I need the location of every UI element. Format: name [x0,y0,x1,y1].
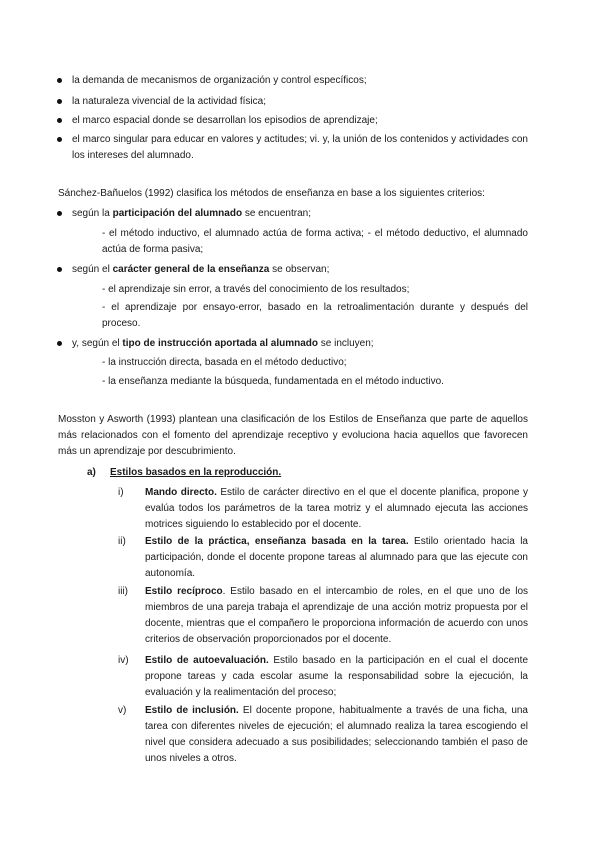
list-item-text: la naturaleza vivencial de la actividad física; [72,96,266,107]
item-number: i) [118,487,124,498]
bullet-icon [57,78,62,83]
style-description: Estilo basado en la participación en el cual el docente propone tareas y cada escolar asume la responsabilidad sobre la ejecución, la evaluación y la realimentación del proceso; [145,655,529,698]
criteria-text [72,262,528,278]
criteria-item [0,336,600,352]
style-item [145,534,528,582]
list-item-text: el marco singular para educar en valores y actitudes; vi. y, la unión de los contenidos y actividades con los intereses del alumnado. [72,134,528,161]
bullet-icon [57,267,62,272]
style-item [145,485,528,533]
list-item-text: la demanda de mecanismos de organización y control específicos; [72,75,367,86]
bold-term: tipo de instrucción aportada al alumnado [122,338,318,349]
criteria-text [72,206,528,222]
criteria-text [72,336,528,352]
style-name: Mando directo. [145,487,217,498]
item-number: ii) [118,536,126,547]
criteria-subitem: - la instrucción directa, basada en el método deductivo; [102,357,347,368]
style-item [145,584,528,648]
list-item [0,132,600,164]
text-run: según la [72,208,113,219]
style-name: Estilo de la práctica, enseñanza basada en la tarea. [145,536,409,547]
bold-term: carácter general de la enseñanza [112,264,270,275]
bullet-icon [57,99,62,104]
list-item-text: el marco espacial donde se desarrollan los episodios de aprendizaje; [72,115,378,126]
style-item [145,703,528,767]
item-number: iv) [118,655,129,666]
style-name: Estilo de inclusión. [145,705,239,716]
style-description: Estilo orientado hacia la participación, donde el docente propone tareas al alumnado para que las ejecute con autonomía. [145,536,528,579]
bullet-icon [57,118,62,123]
item-number: iii) [118,586,128,597]
section-title: Estilos basados en la reproducción. [110,467,282,478]
list-item [0,113,600,129]
text-run: se observan; [269,264,330,275]
criteria-subitem: - el aprendizaje por ensayo-error, basado en la retroalimentación durante y después del proceso. [102,302,528,329]
criteria-subitem: - el método inductivo, el alumnado actúa de forma activa; - el método deductivo, el alumnado actúa de forma pasiva; [102,228,528,255]
bullet-icon [57,341,62,346]
bullet-icon [57,137,62,142]
list-item [0,94,600,110]
criteria-item [0,206,600,222]
bold-term: participación del alumnado [112,208,243,219]
style-description: El docente propone, habitualmente a través de una ficha, una tarea con diferentes niveles de ejecución; el alumnado realiza la tarea escogiendo el nivel que considera adecuado a sus posibilidades; seleccionando también el paso de unos niveles a otros. [145,705,528,764]
item-number: v) [118,705,127,716]
style-name: Estilo recíproco [145,586,223,597]
criteria-item [0,262,600,278]
criteria-subitem: - el aprendizaje sin error, a través del conocimiento de los resultados; [102,284,410,295]
text-run: se incluyen; [318,338,374,349]
text-run: según el [72,264,113,275]
list-item [0,73,600,89]
criteria-subitem: - la enseñanza mediante la búsqueda, fundamentada en el método inductivo. [102,376,444,387]
paragraph-intro: Sánchez-Bañuelos (1992) clasifica los métodos de enseñanza en base a los siguientes criterios: [58,188,485,199]
section-letter: a) [87,467,96,478]
bullet-icon [57,211,62,216]
style-description: . Estilo basado en el intercambio de roles, en el que uno de los miembros de una pareja trabaja el aprendizaje de una acción motriz propuesta por el docente, mientras que el compañero le proporciona información de acuerdo con unos criterios de observación proporcionados por el docente. [145,586,529,645]
style-item [145,653,528,701]
style-description: Estilo de carácter directivo en el que el docente planifica, propone y evalúa todos los parámetros de la tarea motriz y el alumnado ejecuta las acciones motrices siguiendo lo establecido por el docente. [145,487,528,530]
text-run: se encuentran; [242,208,311,219]
style-name: Estilo de autoevaluación. [145,655,269,666]
text-run: y, según el [72,338,123,349]
paragraph-mosston: Mosston y Asworth (1993) plantean una clasificación de los Estilos de Enseñanza que parte de aquellos más relacionados con el fomento del aprendizaje receptivo y evoluciona hacia aquellos que favorecen más un aprendizaje por descubrimiento. [58,414,528,457]
